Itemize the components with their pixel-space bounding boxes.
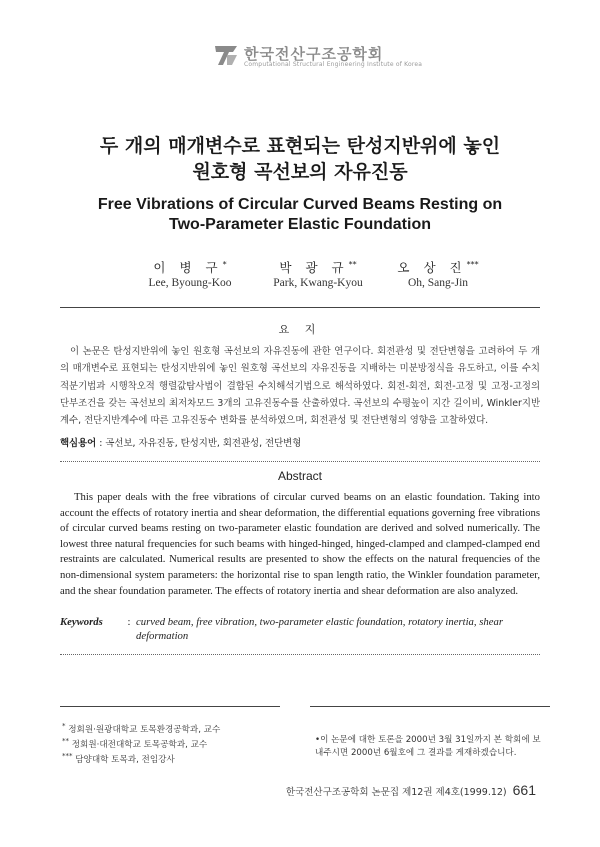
abstract-en-heading: Abstract	[277, 469, 322, 483]
title-ko-line-1: 두 개의 매개변수로 표현되는 탄성지반위에 놓인	[99, 135, 501, 157]
footnote-rule-right	[310, 706, 550, 707]
keywords-en-text-1: curved beam, free vibration, two-parameter elastic foundation, rotatory inertia, shear	[136, 616, 503, 628]
author-2-name-ko: 박 광 규**	[279, 259, 357, 275]
author-3-name-en: Oh, Sang-Jin	[407, 277, 469, 289]
section-rule-dotted-1	[60, 461, 540, 462]
discussion-note: •이 논문에 대한 토론을 2000년 3월 31일까지 본 학회에 보내주시면 2000년 6월호에 그 결과를 게재하겠습니다.	[315, 735, 541, 758]
author-3-name-ko: 오 상 진***	[397, 259, 479, 275]
keywords-en: Keywords : curved beam, free vibration, two-parameter elastic foundation, rotatory inertia, shear deformation	[60, 616, 503, 642]
footnote-2: ** 정회원·대전대학교 토목공학과, 교수	[62, 737, 208, 750]
keywords-ko-label: 핵심용어	[60, 438, 97, 449]
author-1-name-ko: 이 병 구*	[153, 259, 227, 275]
society-logo-icon	[214, 44, 238, 66]
society-name-ko: 한국전산구조공학회	[244, 45, 384, 63]
author-2-name-en: Park, Kwang-Kyou	[273, 277, 363, 289]
footnote-3: *** 담양대학 토목과, 전임강사	[62, 752, 175, 765]
society-name-en: Computational Structural Engineering Institute of Korea	[244, 61, 423, 68]
footnote-rule-left	[60, 706, 280, 707]
page-number: 661	[512, 782, 536, 798]
journal-citation: 한국전산구조공학회 논문집 제12권 제4호(1999.12)	[285, 787, 507, 798]
footnote-1: * 정회원·원광대학교 토목환경공학과, 교수	[62, 722, 221, 735]
abstract-en-text: This paper deals with the free vibrations of circular curved beams on an elastic foundation. Taking into account the effects of rotatory inertia and shear deformation, the differential equations governing free vibrations of circular curved beams resting on two-parameter elastic foundation are derived and solved numerically. The lowest three natural frequencies for such beams with hinged-hinged, hinged-clamped and clamped-clamped end restraints are calculated. Numerical results are presented to show the effects on the natural frequencies of the non-dimensional system parameters: the horizontal rise to span length ratio, the Winkler foundation parameter, and the shear foundation parameter. The effects of rotatory inertia and shear deformation are also analyzed.	[60, 491, 540, 597]
keywords-en-label: Keywords	[60, 616, 103, 628]
keywords-ko: 핵심용어 : 곡선보, 자유진동, 탄성지반, 회전관성, 전단변형	[60, 438, 302, 449]
section-rule-dotted-2	[60, 654, 540, 655]
keywords-en-text-2: deformation	[136, 630, 189, 642]
section-rule-top	[60, 307, 540, 308]
abstract-ko-text: 이 논문은 탄성지반위에 놓인 원호형 곡선보의 자유진동에 관한 연구이다. 회전관성 및 전단변형을 고려하여 두 개의 매개변수로 표현되는 탄성지반위에 놓인 원호형 곡선보의 자유진동을 지배하는 미분방정식을 유도하고, 이를 수치적분기법과 시행착오적 행렬값탐사법이 결합된 수치해석기법으로 해석하였다. 회전-회전, 회전-고정 및 고정-고정의 단부조건을 갖는 곡선보의 최저차모드 3개의 고유진동수를 산출하였다. 곡선보의 수평높이 지간 길이비, Winkler지반계수, 전단지반계수에 따른 고유진동수 변화를 분석하였으며, 회전관성 및 전단변형의 영향을 고찰하였다.	[60, 346, 540, 427]
page-footer	[286, 782, 536, 798]
title-en-line-1: Free Vibrations of Circular Curved Beams Resting on	[97, 196, 503, 213]
abstract-ko-heading: 요 지	[278, 323, 322, 336]
title-en-line-2: Two-Parameter Elastic Foundation	[169, 216, 431, 233]
abstract-en-body	[60, 490, 540, 599]
keywords-ko-text: 곡선보, 자유진동, 탄성지반, 회전관성, 전단변형	[105, 438, 302, 449]
abstract-ko-body	[60, 343, 540, 429]
author-1-name-en: Lee, Byoung-Koo	[148, 277, 232, 289]
title-ko-line-2: 원호형 곡선보의 자유진동	[192, 161, 408, 183]
